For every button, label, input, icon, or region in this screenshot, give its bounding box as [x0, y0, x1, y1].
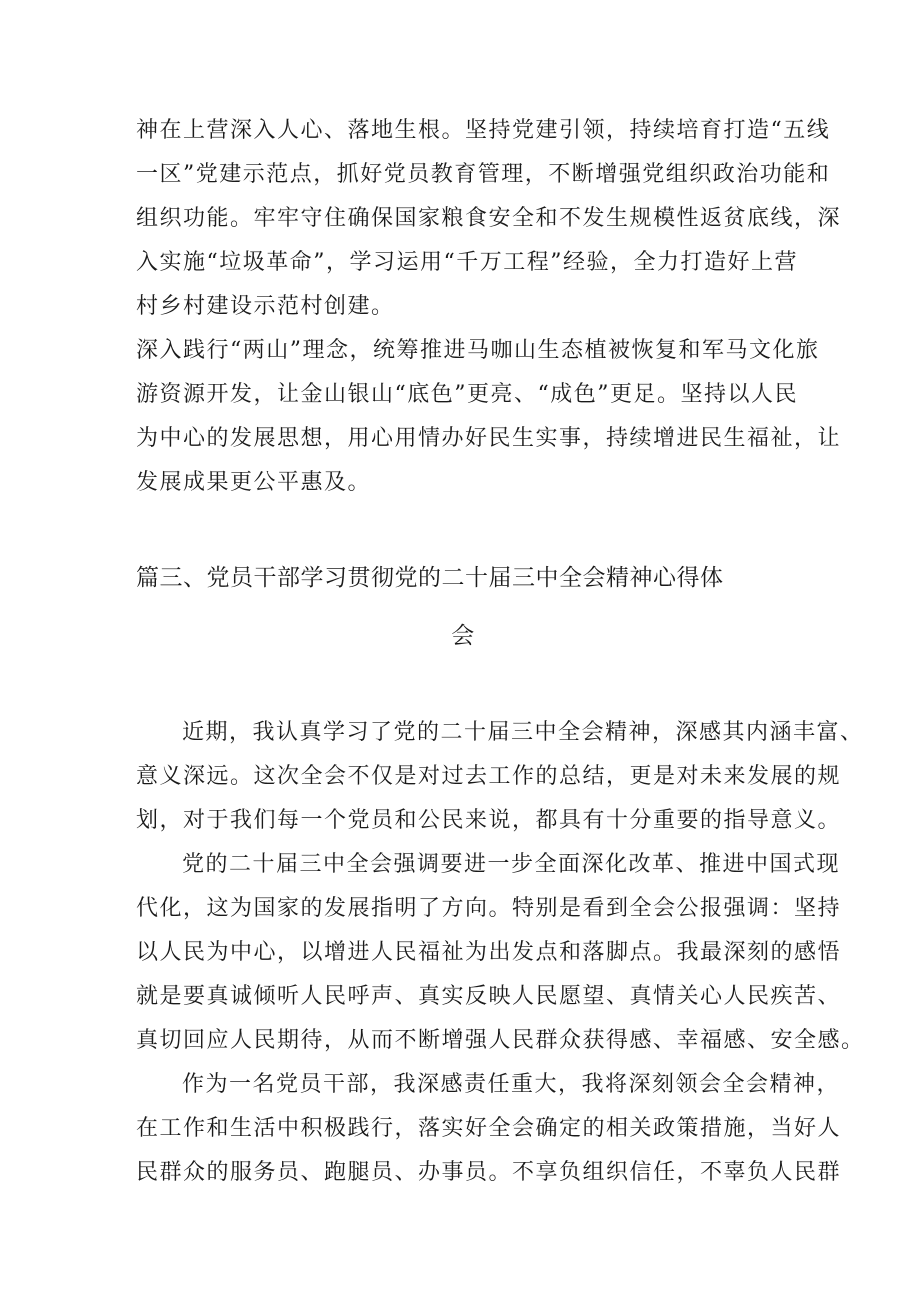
paragraph-line: 代化，这为国家的发展指明了方向。特别是看到全会公报强调：坚持	[136, 896, 842, 921]
paragraph-line: 就是要真诚倾听人民呼声、真实反映人民愿望、真情关心人民疾苦、	[136, 984, 842, 1009]
paragraph-line: 意义深远。这次全会不仅是对过去工作的总结，更是对未来发展的规	[136, 764, 842, 789]
paragraph-line: 在工作和生活中积极践行，落实好全会确定的相关政策措施，当好人	[136, 1116, 842, 1141]
paragraph-line: 为中心的发展思想，用心用情办好民生实事，持续增进民生福祉，让	[136, 426, 842, 451]
paragraph-line: 游资源开发，让金山银山“底色”更亮、“成色”更足。坚持以人民	[136, 382, 798, 407]
paragraph-line: 党的二十届三中全会强调要进一步全面深化改革、推进中国式现	[182, 852, 841, 877]
paragraph-line: 一区”党建示范点，抓好党员教育管理，不断增强党组织政治功能和	[136, 162, 831, 187]
section-title-continued: 会	[451, 623, 475, 649]
paragraph-line: 神在上营深入人心、落地生根。坚持党建引领，持续培育打造“五线	[136, 118, 831, 143]
section-title: 篇三、党员干部学习贯彻党的二十届三中全会精神心得体	[136, 565, 724, 591]
paragraph-line: 发展成果更公平惠及。	[136, 470, 372, 495]
paragraph-line: 以人民为中心，以增进人民福祉为出发点和落脚点。我最深刻的感悟	[136, 940, 842, 965]
paragraph-line: 作为一名党员干部，我深感责任重大，我将深刻领会全会精神，	[182, 1072, 841, 1097]
paragraph-line: 深入践行“两山”理念，统筹推进马咖山生态植被恢复和军马文化旅	[136, 338, 820, 363]
paragraph-line: 组织功能。牢牢守住确保国家粮食安全和不发生规模性返贫底线，深	[136, 206, 842, 231]
paragraph-line: 真切回应人民期待，从而不断增强人民群众获得感、幸福感、安全感。	[136, 1028, 865, 1053]
paragraph-line: 划，对于我们每一个党员和公民来说，都具有十分重要的指导意义。	[136, 808, 842, 833]
paragraph-line: 村乡村建设示范村创建。	[136, 294, 395, 319]
paragraph-line: 入实施“垃圾革命”，学习运用“千万工程”经验，全力打造好上营	[136, 250, 798, 275]
paragraph-line: 近期，我认真学习了党的二十届三中全会精神，深感其内涵丰富、	[182, 720, 864, 745]
paragraph-line: 民群众的服务员、跑腿员、办事员。不享负组织信任，不辜负人民群	[136, 1160, 842, 1185]
